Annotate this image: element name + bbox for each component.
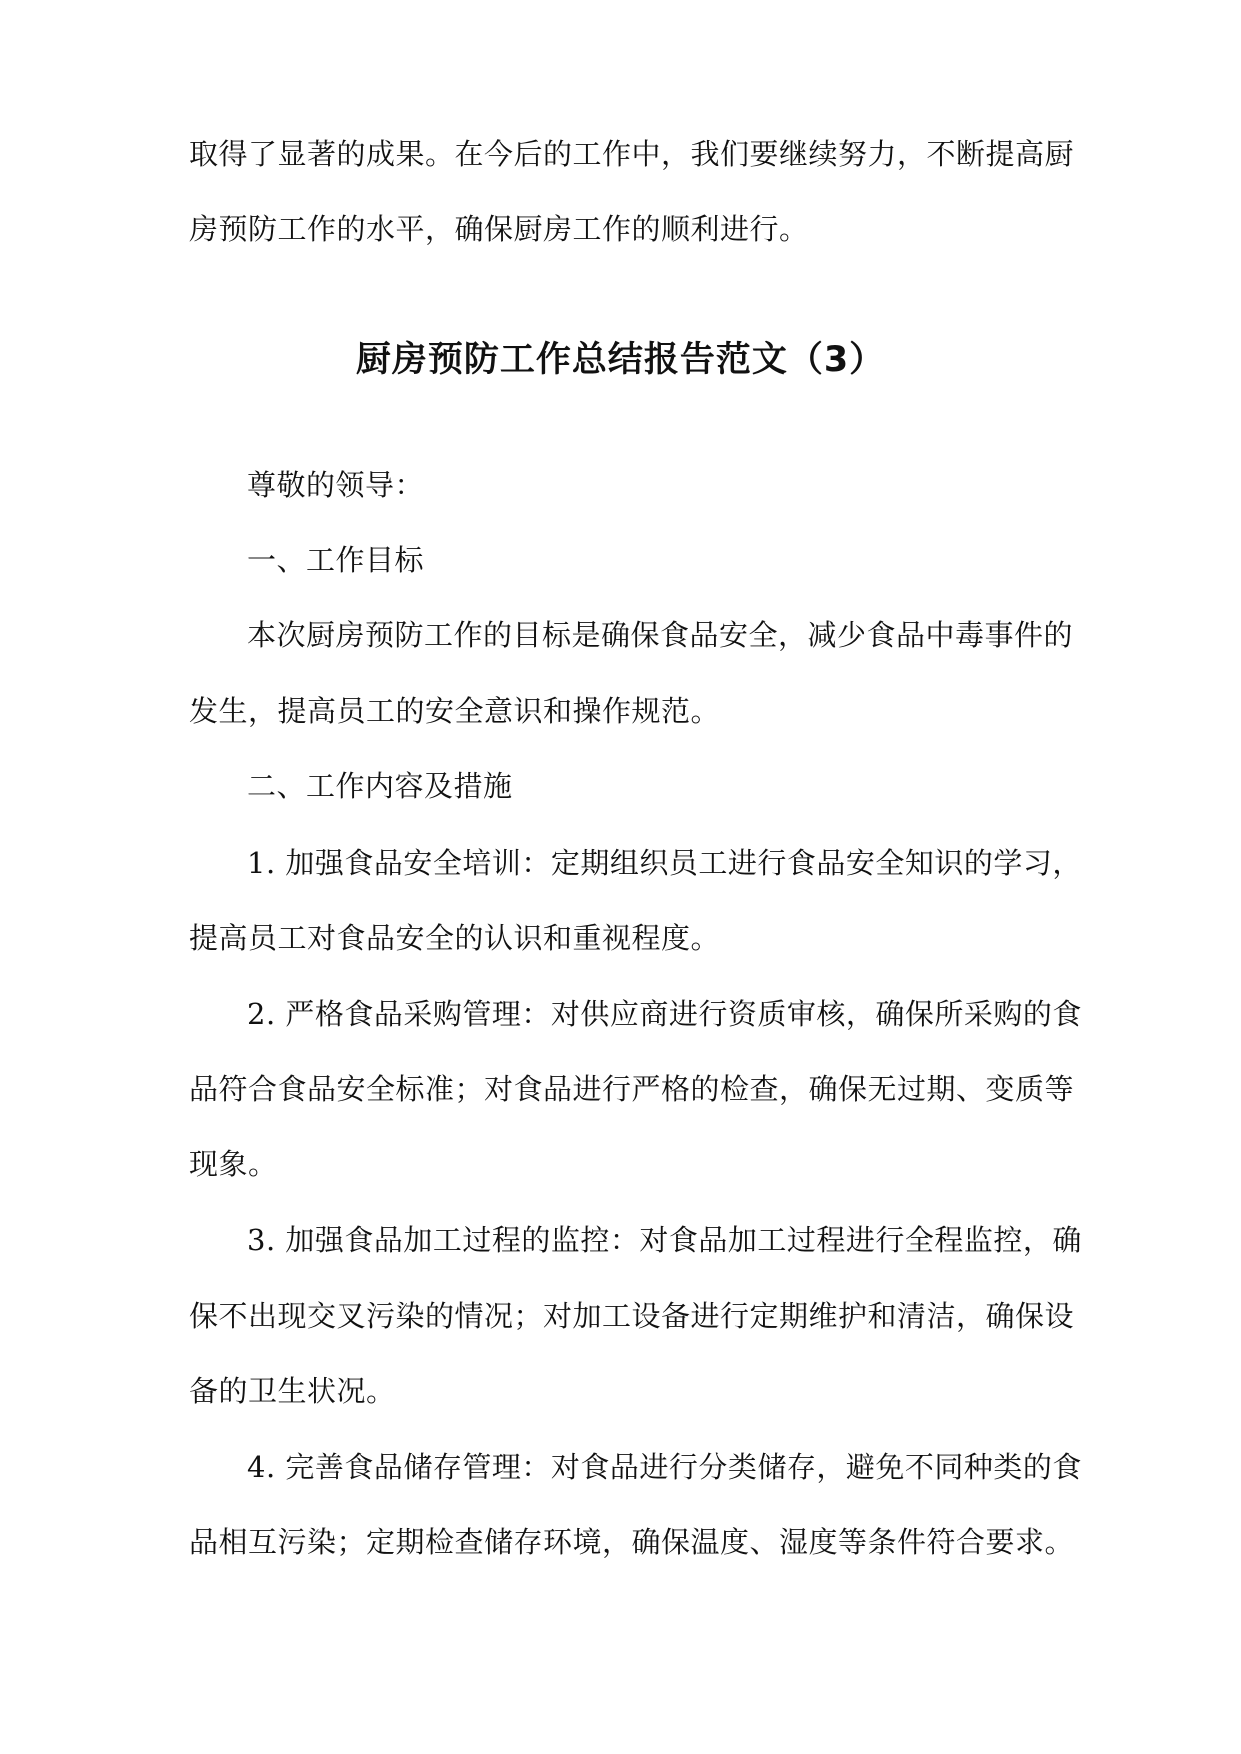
item3-line-1: 3. 加强食品加工过程的监控：对食品加工过程进行全程监控，确 bbox=[247, 1223, 1082, 1257]
item3-line-3: 备的卫生状况。 bbox=[189, 1374, 396, 1408]
item1-line-2: 提高员工对食品安全的认识和重视程度。 bbox=[189, 921, 721, 955]
item2-line-2: 品符合食品安全标准；对食品进行严格的检查，确保无过期、变质等 bbox=[189, 1072, 1075, 1106]
section1-paragraph-line-2: 发生，提高员工的安全意识和操作规范。 bbox=[189, 694, 721, 728]
item2-line-3: 现象。 bbox=[189, 1147, 278, 1181]
item4-line-2: 品相互污染；定期检查储存环境，确保温度、湿度等条件符合要求。 bbox=[189, 1525, 1075, 1559]
page-title: 厨房预防工作总结报告范文（3） bbox=[355, 340, 886, 380]
item1-line-1: 1. 加强食品安全培训：定期组织员工进行食品安全知识的学习， bbox=[247, 846, 1082, 880]
section2-heading: 二、工作内容及措施 bbox=[247, 769, 513, 803]
item3-line-2: 保不出现交叉污染的情况；对加工设备进行定期维护和清洁，确保设 bbox=[189, 1299, 1075, 1333]
section1-heading: 一、工作目标 bbox=[247, 543, 425, 577]
continuation-line-1: 取得了显著的成果。在今后的工作中，我们要继续努力，不断提高厨 bbox=[189, 137, 1075, 171]
salutation: 尊敬的领导： bbox=[247, 468, 425, 502]
item4-line-1: 4. 完善食品储存管理：对食品进行分类储存，避免不同种类的食 bbox=[247, 1450, 1082, 1484]
section1-paragraph-line-1: 本次厨房预防工作的目标是确保食品安全，减少食品中毒事件的 bbox=[247, 618, 1074, 652]
item2-line-1: 2. 严格食品采购管理：对供应商进行资质审核，确保所采购的食 bbox=[247, 997, 1082, 1031]
continuation-line-2: 房预防工作的水平，确保厨房工作的顺利进行。 bbox=[189, 212, 809, 246]
